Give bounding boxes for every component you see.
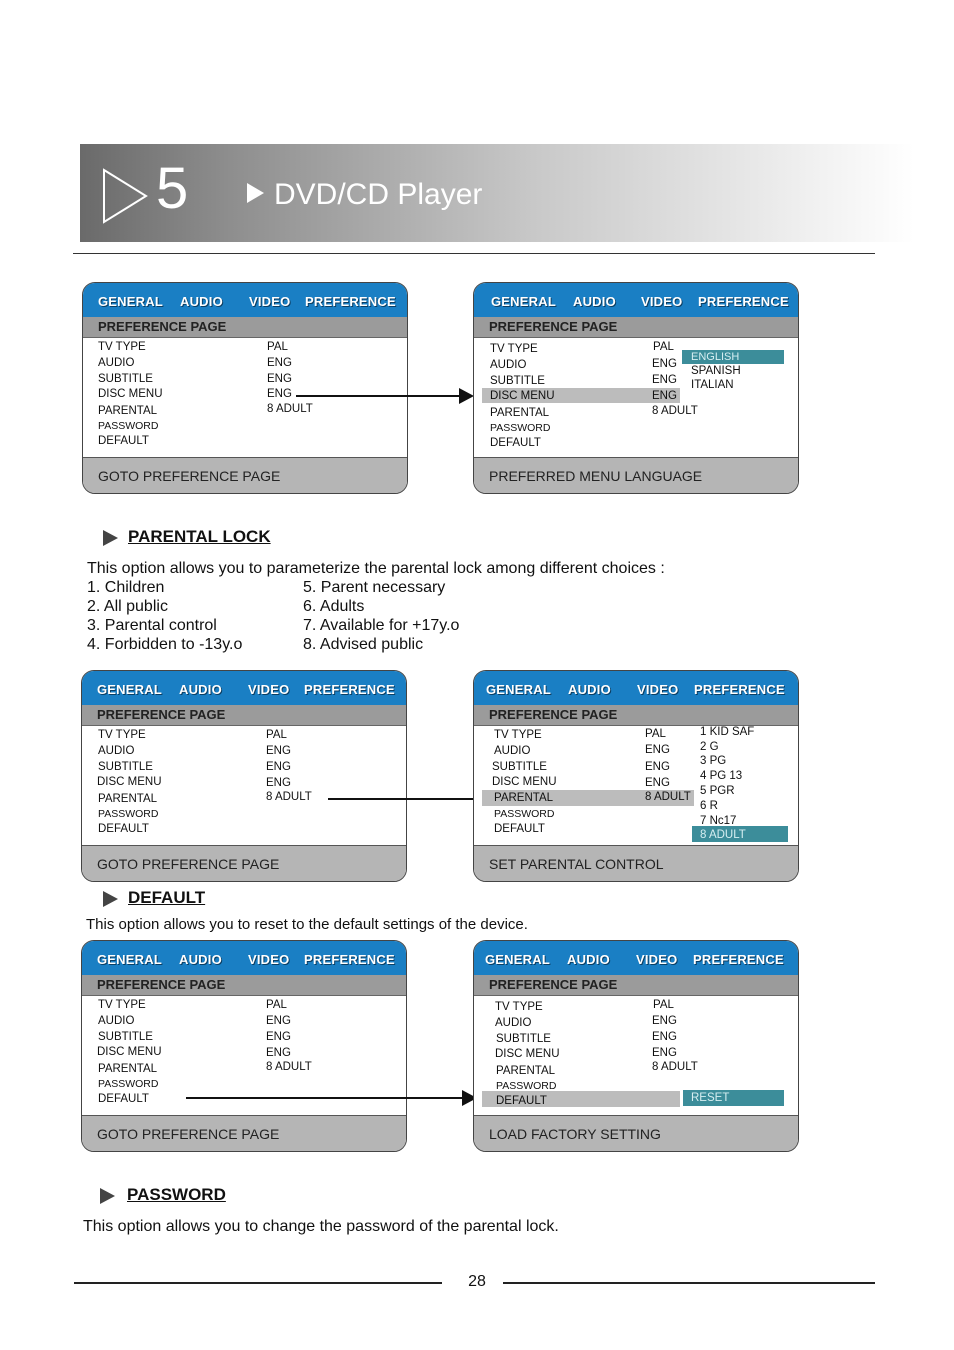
menu-item-disc-menu[interactable]: DISC MENU bbox=[97, 1046, 162, 1058]
menu-panel-4 bbox=[473, 670, 799, 882]
value-disc-menu: ENG bbox=[652, 1047, 677, 1059]
option-rating[interactable]: 4 PG 13 bbox=[700, 770, 743, 782]
value-audio: ENG bbox=[652, 1015, 677, 1027]
menu-item-disc-menu[interactable]: DISC MENU bbox=[490, 390, 555, 402]
value-tv-type: PAL bbox=[645, 728, 666, 740]
menu-item-default[interactable]: DEFAULT bbox=[98, 435, 149, 447]
menu-item-default[interactable]: DEFAULT bbox=[496, 1095, 547, 1107]
menu-item-subtitle[interactable]: SUBTITLE bbox=[490, 375, 545, 387]
tab-video[interactable]: VIDEO bbox=[636, 952, 678, 967]
menu-item-subtitle[interactable]: SUBTITLE bbox=[492, 761, 547, 773]
footer-rule bbox=[74, 1282, 442, 1284]
panel-footer: GOTO PREFERENCE PAGE bbox=[82, 1115, 406, 1151]
option-reset[interactable]: RESET bbox=[691, 1092, 730, 1104]
section-heading-parental: PARENTAL LOCK bbox=[128, 527, 271, 546]
page-label: PREFERENCE PAGE bbox=[83, 317, 407, 338]
menu-item-disc-menu[interactable]: DISC MENU bbox=[492, 776, 557, 788]
menu-tabs bbox=[83, 283, 407, 317]
tab-video[interactable]: VIDEO bbox=[248, 682, 290, 697]
tab-general[interactable]: GENERAL bbox=[485, 952, 550, 967]
menu-item-password[interactable]: PASSWORD bbox=[490, 422, 551, 434]
value-subtitle: ENG bbox=[652, 1031, 677, 1043]
panel-footer: GOTO PREFERENCE PAGE bbox=[83, 457, 407, 493]
tab-preference[interactable]: PREFERENCE bbox=[305, 294, 396, 309]
menu-item-audio[interactable]: AUDIO bbox=[98, 1015, 135, 1027]
panel-footer: SET PARENTAL CONTROL bbox=[474, 845, 798, 881]
value-parental: 8 ADULT bbox=[645, 791, 691, 803]
menu-item-audio[interactable]: AUDIO bbox=[98, 357, 135, 369]
choice-item: 4. Forbidden to -13y.o bbox=[87, 636, 243, 653]
menu-item-password[interactable]: PASSWORD bbox=[98, 1078, 159, 1090]
value-subtitle: ENG bbox=[645, 761, 670, 773]
value-subtitle: ENG bbox=[652, 374, 677, 386]
value-audio: ENG bbox=[652, 358, 677, 370]
tab-general[interactable]: GENERAL bbox=[97, 682, 162, 697]
menu-item-password[interactable]: PASSWORD bbox=[98, 808, 159, 820]
option-rating-selected[interactable]: 8 ADULT bbox=[700, 829, 746, 841]
divider bbox=[73, 253, 875, 254]
menu-item-subtitle[interactable]: SUBTITLE bbox=[98, 761, 153, 773]
value-tv-type: PAL bbox=[266, 729, 287, 741]
menu-panel-1 bbox=[82, 282, 408, 494]
value-audio: ENG bbox=[266, 745, 291, 757]
menu-item-parental[interactable]: PARENTAL bbox=[490, 407, 550, 419]
menu-item-audio[interactable]: AUDIO bbox=[98, 745, 135, 757]
tab-general[interactable]: GENERAL bbox=[98, 294, 163, 309]
choice-item: 1. Children bbox=[87, 579, 165, 596]
menu-tabs bbox=[82, 671, 406, 705]
value-parental: 8 ADULT bbox=[267, 403, 313, 415]
menu-item-default[interactable]: DEFAULT bbox=[98, 823, 149, 835]
menu-item-password[interactable]: PASSWORD bbox=[98, 420, 159, 432]
value-parental: 8 ADULT bbox=[652, 405, 698, 417]
play-icon bbox=[103, 530, 118, 546]
tab-audio[interactable]: AUDIO bbox=[179, 952, 222, 967]
menu-item-subtitle[interactable]: SUBTITLE bbox=[496, 1033, 551, 1045]
menu-panel-5 bbox=[81, 940, 407, 1152]
menu-panel-2 bbox=[473, 282, 799, 494]
password-description: This option allows you to change the password of the parental lock. bbox=[83, 1218, 559, 1235]
tab-preference[interactable]: PREFERENCE bbox=[693, 952, 784, 967]
menu-item-parental[interactable]: PARENTAL bbox=[494, 792, 554, 804]
menu-item-tv-type[interactable]: TV TYPE bbox=[98, 341, 146, 353]
panel-footer: GOTO PREFERENCE PAGE bbox=[82, 845, 406, 881]
tab-video[interactable]: VIDEO bbox=[637, 682, 679, 697]
value-tv-type: PAL bbox=[653, 999, 674, 1011]
value-tv-type: PAL bbox=[653, 341, 674, 353]
tab-general[interactable]: GENERAL bbox=[491, 294, 556, 309]
menu-item-tv-type[interactable]: TV TYPE bbox=[495, 1001, 543, 1013]
menu-item-audio[interactable]: AUDIO bbox=[490, 359, 527, 371]
menu-item-audio[interactable]: AUDIO bbox=[495, 1017, 532, 1029]
value-disc-menu: ENG bbox=[266, 777, 291, 789]
option-english[interactable]: ENGLISH bbox=[691, 351, 740, 363]
menu-item-disc-menu[interactable]: DISC MENU bbox=[98, 388, 163, 400]
chapter-number: 5 bbox=[156, 156, 189, 221]
value-audio: ENG bbox=[645, 744, 670, 756]
tab-audio[interactable]: AUDIO bbox=[567, 952, 610, 967]
arrow bbox=[186, 1097, 475, 1099]
panel-footer: PREFERRED MENU LANGUAGE bbox=[474, 457, 798, 493]
menu-item-disc-menu[interactable]: DISC MENU bbox=[495, 1048, 560, 1060]
tab-audio[interactable]: AUDIO bbox=[568, 682, 611, 697]
option-rating[interactable]: 7 Nc17 bbox=[700, 815, 737, 827]
menu-item-subtitle[interactable]: SUBTITLE bbox=[98, 1031, 153, 1043]
tab-audio[interactable]: AUDIO bbox=[179, 682, 222, 697]
section-heading-password: PASSWORD bbox=[127, 1185, 226, 1204]
page-number: 28 bbox=[468, 1273, 486, 1290]
menu-item-default[interactable]: DEFAULT bbox=[494, 823, 545, 835]
value-subtitle: ENG bbox=[266, 761, 291, 773]
option-spanish[interactable]: SPANISH bbox=[691, 365, 741, 377]
tab-general[interactable]: GENERAL bbox=[97, 952, 162, 967]
menu-item-parental[interactable]: PARENTAL bbox=[98, 793, 158, 805]
value-parental: 8 ADULT bbox=[266, 1061, 312, 1073]
choice-item: 7. Available for +17y.o bbox=[303, 617, 460, 634]
chapter-banner bbox=[80, 144, 914, 242]
menu-item-tv-type[interactable]: TV TYPE bbox=[98, 729, 146, 741]
page-label: PREFERENCE PAGE bbox=[82, 975, 406, 996]
chapter-title bbox=[247, 180, 482, 210]
menu-item-tv-type[interactable]: TV TYPE bbox=[494, 729, 542, 741]
parental-intro: This option allows you to parameterize the parental lock among different choices : bbox=[87, 560, 665, 577]
arrow bbox=[296, 395, 472, 397]
choice-item: 5. Parent necessary bbox=[303, 579, 446, 596]
choice-item: 8. Advised public bbox=[303, 636, 424, 653]
page-label: PREFERENCE PAGE bbox=[474, 975, 798, 996]
menu-panel-3 bbox=[81, 670, 407, 882]
page-label: PREFERENCE PAGE bbox=[474, 705, 798, 726]
value-disc-menu: ENG bbox=[645, 777, 670, 789]
value-parental: 8 ADULT bbox=[266, 791, 312, 803]
tab-general[interactable]: GENERAL bbox=[486, 682, 551, 697]
menu-item-password[interactable]: PASSWORD bbox=[496, 1080, 557, 1092]
play-icon bbox=[103, 891, 118, 907]
option-rating[interactable]: 3 PG bbox=[700, 755, 727, 767]
footer-rule bbox=[503, 1282, 875, 1284]
tab-preference[interactable]: PREFERENCE bbox=[304, 952, 395, 967]
menu-item-parental[interactable]: PARENTAL bbox=[98, 405, 158, 417]
value-disc-menu: ENG bbox=[652, 390, 677, 402]
menu-item-subtitle[interactable]: SUBTITLE bbox=[98, 373, 153, 385]
panel-footer: LOAD FACTORY SETTING bbox=[474, 1115, 798, 1151]
section-heading-default: DEFAULT bbox=[128, 888, 206, 907]
tab-video[interactable]: VIDEO bbox=[641, 294, 683, 309]
choice-item: 2. All public bbox=[87, 598, 168, 615]
play-outline-icon bbox=[102, 168, 148, 224]
page-label: PREFERENCE PAGE bbox=[82, 705, 406, 726]
menu-tabs bbox=[474, 941, 798, 975]
value-audio: ENG bbox=[266, 1015, 291, 1027]
play-icon bbox=[100, 1188, 115, 1204]
value-subtitle: ENG bbox=[267, 373, 292, 385]
value-tv-type: PAL bbox=[267, 341, 288, 353]
menu-panel-6 bbox=[473, 940, 799, 1152]
menu-item-disc-menu[interactable]: DISC MENU bbox=[97, 776, 162, 788]
value-parental: 8 ADULT bbox=[652, 1061, 698, 1073]
choice-item: 6. Adults bbox=[303, 598, 365, 615]
menu-item-parental[interactable]: PARENTAL bbox=[98, 1063, 158, 1075]
tab-audio[interactable]: AUDIO bbox=[180, 294, 223, 309]
value-audio: ENG bbox=[267, 357, 292, 369]
menu-item-tv-type[interactable]: TV TYPE bbox=[490, 343, 538, 355]
menu-tabs bbox=[82, 941, 406, 975]
value-tv-type: PAL bbox=[266, 999, 287, 1011]
choice-item: 3. Parental control bbox=[87, 617, 217, 634]
menu-item-audio[interactable]: AUDIO bbox=[494, 745, 531, 757]
menu-item-parental[interactable]: PARENTAL bbox=[496, 1065, 556, 1077]
option-rating[interactable]: 6 R bbox=[700, 800, 718, 812]
arrow bbox=[328, 798, 488, 800]
default-description: This option allows you to reset to the default settings of the device. bbox=[86, 916, 528, 933]
value-subtitle: ENG bbox=[266, 1031, 291, 1043]
menu-item-default[interactable]: DEFAULT bbox=[490, 437, 541, 449]
menu-item-password[interactable]: PASSWORD bbox=[494, 808, 555, 820]
value-disc-menu: ENG bbox=[267, 388, 292, 400]
page-label: PREFERENCE PAGE bbox=[474, 317, 798, 338]
option-rating[interactable]: 5 PGR bbox=[700, 785, 735, 797]
option-italian[interactable]: ITALIAN bbox=[691, 379, 734, 391]
menu-tabs bbox=[474, 283, 798, 317]
play-icon bbox=[247, 183, 264, 203]
tab-preference[interactable]: PREFERENCE bbox=[698, 294, 789, 309]
chapter-title-text: DVD/CD Player bbox=[274, 178, 483, 211]
value-disc-menu: ENG bbox=[266, 1047, 291, 1059]
tab-video[interactable]: VIDEO bbox=[249, 294, 291, 309]
tab-audio[interactable]: AUDIO bbox=[573, 294, 616, 309]
menu-tabs bbox=[474, 671, 798, 705]
menu-item-tv-type[interactable]: TV TYPE bbox=[98, 999, 146, 1011]
tab-preference[interactable]: PREFERENCE bbox=[304, 682, 395, 697]
menu-item-default[interactable]: DEFAULT bbox=[98, 1093, 149, 1105]
option-rating[interactable]: 1 KID SAF bbox=[700, 726, 755, 738]
tab-preference[interactable]: PREFERENCE bbox=[694, 682, 785, 697]
option-rating[interactable]: 2 G bbox=[700, 741, 719, 753]
tab-video[interactable]: VIDEO bbox=[248, 952, 290, 967]
